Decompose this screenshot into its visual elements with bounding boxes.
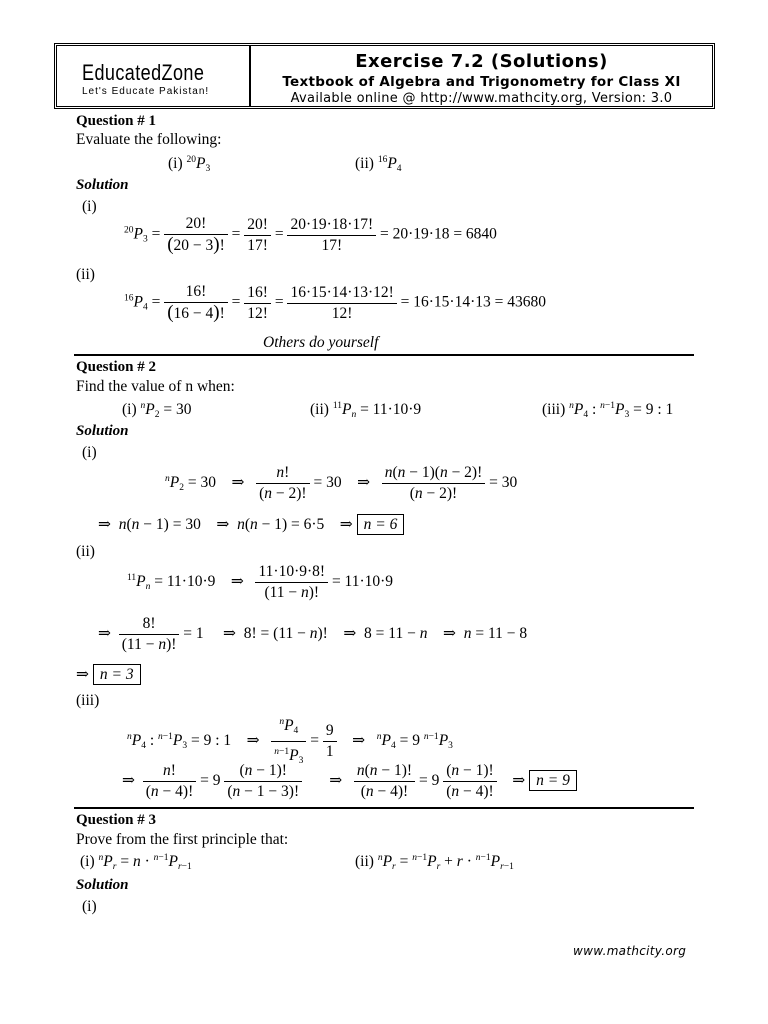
q3-sol-i-label: (i) (82, 898, 97, 915)
q2-heading: Question # 2 (76, 359, 157, 375)
q2-part-ii: (ii) $^{11}P_n = 11\cdot 10\cdot 9$ (310, 401, 422, 420)
q1-others-note: Others do yourself (263, 334, 379, 351)
exercise-subtitle: Textbook of Algebra and Trigonometry for Class XI (282, 74, 681, 90)
q2-sol-ii-label: (ii) (76, 543, 95, 560)
q1-part-ii: (ii) $^{16}P_4$ (355, 155, 402, 174)
q3-part-i: (i) $^nP_r = n \cdot ^{n-1}P_{r-1}$ (80, 853, 192, 872)
q1-eq-i: $^{20}P_3$ = $\frac{20!}{(20 - 3)!}$ = $\frac{20!}{17!}$ = $\frac{20\cdot 19\cdot 18\cdot 17!}{17!}$ = 20·19·18 = 6840 (124, 215, 497, 255)
q2-eq-i-1: $^nP_2 = 30$ ⇒ $\frac{n!}{(n - 2)!}$ = 30 ⇒ $\frac{n(n - 1)(n - 2)!}{(n - 2)!}$ = 30 (165, 464, 518, 502)
title-panel (251, 46, 712, 106)
q1-sol-i-label: (i) (82, 198, 97, 215)
q1-part-i: (i) $^{20}P_3$ (168, 155, 211, 174)
q1-heading: Question # 1 (76, 113, 157, 129)
q2-answer-ii: n = 3 (93, 664, 141, 685)
q2-eq-i-2: ⇒ n(n − 1) = 30 ⇒ n(n − 1) = 6·5 ⇒ n = 6 (98, 515, 404, 534)
q1-sol-ii-label: (ii) (76, 266, 95, 283)
q1-result-ii: = 16·15·14·13 = 43680 (400, 293, 546, 311)
q2-prompt: Find the value of n when: (76, 378, 235, 395)
exercise-title: Exercise 7.2 (Solutions) (355, 51, 608, 72)
q1-solution-label: Solution (76, 177, 129, 193)
q2-answer-iii: n = 9 (529, 770, 577, 791)
availability-note: Available online @ http://www.mathcity.org, Version: 3.0 (290, 91, 673, 106)
q3-prompt: Prove from the first principle that: (76, 831, 289, 848)
q2-eq-iii-2: ⇒ $\frac{n!}{(n - 4)!}$ = 9 $\frac{(n - 1)!}{(n - 1 - 3)!}$ ⇒ $\frac{n(n - 1)!}{(n - 4)!}$ = 9 $\frac{(n - 1)!}{(n - 4)!}$ ⇒ n = 9 (122, 761, 577, 802)
q2-part-iii: (iii) $^nP_4$ : $^{n-1}P_3 = 9$ : 1 (542, 401, 674, 420)
brand-motto: Let's Educate Pakistan! (82, 86, 210, 97)
q2-eq-ii-1: $^{11}P_n = 11\cdot 10\cdot 9$ ⇒ $\frac{11\cdot 10\cdot 9\cdot 8!}{(11 - n)!}$ = 11·10·9 (127, 563, 394, 601)
q1-result-i: = 20·19·18 = 6840 (380, 225, 497, 243)
q2-eq-iii-1: $^nP_4$ : $^{n-1}P_3 = 9$ : 1 ⇒ $\frac{^nP_4}{^{n-1}P_3}$ = $\frac{9}{1}$ ⇒ $^nP_4 = 9$ $^{n-1}P_3$ (127, 712, 453, 771)
footer-site: www.mathcity.org (573, 944, 687, 958)
q2-sol-iii-label: (iii) (76, 692, 100, 709)
q2-sol-i-label: (i) (82, 444, 97, 461)
q2-eq-ii-2: ⇒ $\frac{8!}{(11 - n)!}$ = 1 ⇒ 8! = (11 − n)! ⇒ 8 = 11 − n ⇒ n = 11 − 8 (98, 615, 528, 653)
q1-eq-ii: $^{16}P_4$ = $\frac{16!}{(16 - 4)!}$ = $\frac{16!}{12!}$ = $\frac{16\cdot 15\cdot 14\cdot 13\cdot 12!}{12!}$ = 16·15·14·13 = 43680 (124, 283, 546, 323)
q3-heading: Question # 3 (76, 812, 157, 828)
q2-solution-label: Solution (76, 423, 129, 439)
brand-logo: EducatedZone (82, 60, 205, 85)
brand-panel (57, 46, 251, 106)
divider-2 (74, 807, 694, 809)
header-box (54, 43, 715, 109)
q2-answer-i: n = 6 (357, 514, 405, 535)
q2-part-i: (i) $^nP_2 = 30$ (122, 401, 192, 420)
q2-eq-ii-3: ⇒ n = 3 (76, 665, 141, 684)
q3-solution-label: Solution (76, 877, 129, 893)
divider-1 (74, 354, 694, 356)
q1-prompt: Evaluate the following: (76, 131, 222, 148)
q3-part-ii: (ii) $^nP_r = ^{n-1}P_r + r \cdot ^{n-1}P_{r-1}$ (355, 853, 514, 872)
